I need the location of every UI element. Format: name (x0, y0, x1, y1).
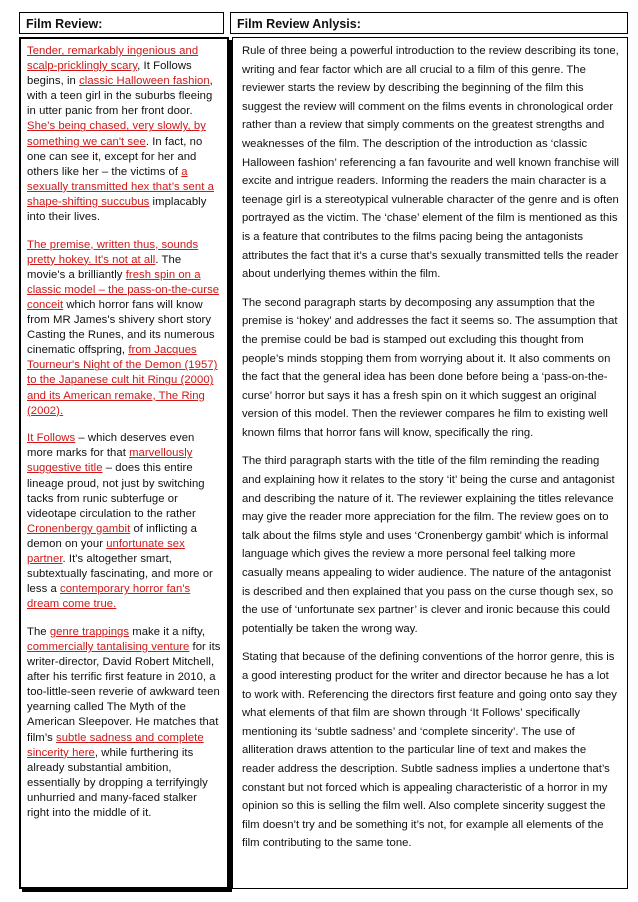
review-text: , It Follows begins, in (27, 60, 192, 88)
review-paragraph-3 (27, 431, 221, 612)
review-phrase-highlight: from Jacques Tourneur's Night of the Demon (1957) to the Japanese cult hit Ringu (2000) and its American remake, The Ring (2002). (27, 344, 218, 417)
review-phrase-highlight: unfortunate sex partner (27, 537, 185, 565)
review-phrase-highlight: genre trappings (49, 625, 130, 638)
review-phrase-highlight: commercially tantalising venture (27, 640, 190, 653)
review-text: for its writer-director, David Robert Mitchell, after his terrific first feature in 2010, a too-little-seen reverie of awkward teen yearning called The Myth of the American Sleepover. He matches that film’s (27, 640, 221, 744)
review-text: – does this entire lineage proud, not just by switching tacks from runic subterfuge or videotape circulation to the rather (27, 462, 205, 520)
review-paragraph-4 (27, 625, 221, 821)
analysis-paragraph-2: The second paragraph starts by decomposing any assumption that the premise is ‘hokey’ and addresses the fact it seems so. The assumption that the premise could be bad is stamped out excluding this thought from people’s minds stopping them from worrying about it. It also comments on the fact that the general idea has been done before being a ‘pass-on-the-curse’ horror but says it has a fresh spin on it which suggest an original version of this model. Then the reviewer compares he film to existing well known films that horror fans will know, specifically the ring. (242, 296, 618, 439)
review-panel (19, 37, 229, 889)
review-text: , with a teen girl in the suburbs fleeing in utter panic from her front door. (27, 75, 213, 118)
review-text: of inflicting a demon on your (27, 522, 197, 550)
review-text: – which deserves even more marks for that (27, 432, 195, 460)
review-phrase-highlight: Cronenbergy gambit (27, 522, 131, 535)
analysis-paragraph-4: Stating that because of the defining conventions of the horror genre, this is a good interesting product for the writer and director because he has a lot to work with. Referencing the directors first feature and going onto say they what elements of that film are shown through ‘It Follows’ specifically mentioning its ‘subtle sadness’ and ‘complete sincerity’. The use of alliteration draws attention to the particular line of text and makes the reader address the description. Subtle sadness implies a undertone that’s constant but not forced which is appealing characteristic of a horror in my opinion so this is selling the film well. Also complete sincerity suggest the film doesn’t try and be something it’s not, for example all elements of the film contributing to the same tone. (242, 651, 617, 850)
review-text: make it a nifty, (129, 625, 206, 638)
review-phrase-highlight: Tender, remarkably ingenious and scalp-pricklingly scary (27, 45, 199, 73)
review-phrase-highlight: a sexually transmitted hex that’s sent a shape-shifting succubus (27, 165, 214, 208)
review-text: . It's altogether smart, subtextually fascinating, and more or less a (27, 553, 213, 596)
analysis-paragraph-3: The third paragraph starts with the title of the film reminding the reading and explaining how it relates to the story ‘it’ being the curse and antagonist and describing the nature of it. The reviewer explaining the titles relevance may give the reader more appreciation for the film. The review goes on to talk about the films style and uses ‘Cronenbergy gambit’ which is informal language which gives the review a more personal feel talking more casually means appealing to wider audience. The nature of the antagonist is described and then explained that you pass on the curse though sex, so the use of ‘unfortunate sex partner’ is clever and ironic because this could potentially be taken the wrong way. (242, 455, 615, 635)
review-phrase-highlight: classic Halloween fashion (79, 75, 210, 88)
review-text: , while furthering its already substantial ambition, essentially by dropping a terrifyingly unhurried and many-faced stalker right into the middle of it. (27, 746, 208, 819)
review-header: Film Review: (19, 12, 224, 34)
review-phrase-highlight: It Follows (27, 432, 76, 445)
review-text: . In fact, no one can see it, except for her and others like her – the victims of (27, 135, 203, 178)
analysis-panel (232, 37, 628, 889)
review-paragraph-2 (27, 238, 221, 419)
review-phrase-highlight: The premise, written thus, sounds pretty hokey. It's not at all (27, 238, 199, 266)
review-phrase-highlight: She's being chased, very slowly, by something we can't see (27, 120, 206, 148)
review-phrase-highlight: marvellously suggestive title (27, 447, 193, 475)
review-text: which horror fans will know from MR James's shivery short story Casting the Runes, and its numerous cinematic offspring, (27, 299, 215, 357)
review-text: implacably into their lives. (27, 195, 207, 224)
analysis-header: Film Review Anlysis: (230, 12, 628, 34)
review-phrase-highlight: fresh spin on a classic model – the pass-on-the-curse conceit (27, 268, 220, 311)
review-paragraph-1 (27, 44, 221, 225)
analysis-paragraph-1: Rule of three being a powerful introduction to the review describing its tone, writing and fear factor which are all crucial to a film of this genre. The reviewer starts the review by describing the beginning of the film this suggest the review will comment on the films events in chronological order rather than a review that simply comments on the greatest strengths and weaknesses of the film. The description of the introduction as ‘classic Halloween fashion’ referencing a fan favourite and well known franchise will excite and intrigue readers. Informing the readers the main character is a teenage girl is a stereotypical vulnerable character of the genre and is often portrayed as the victim. The ‘chase’ element of the film is mentioned as this is a feature that contributes to the films pacing being the antagonists attributes the fact that it’s a curse that’s sexually transmitted tells the reader about underlying themes within the film. (242, 45, 619, 281)
review-text: . The movie's a brilliantly (27, 253, 182, 281)
review-phrase-highlight: subtle sadness and complete sincerity here (27, 731, 204, 759)
review-phrase-highlight: contemporary horror fan's dream come true. (27, 583, 191, 611)
review-text: The (27, 625, 50, 638)
